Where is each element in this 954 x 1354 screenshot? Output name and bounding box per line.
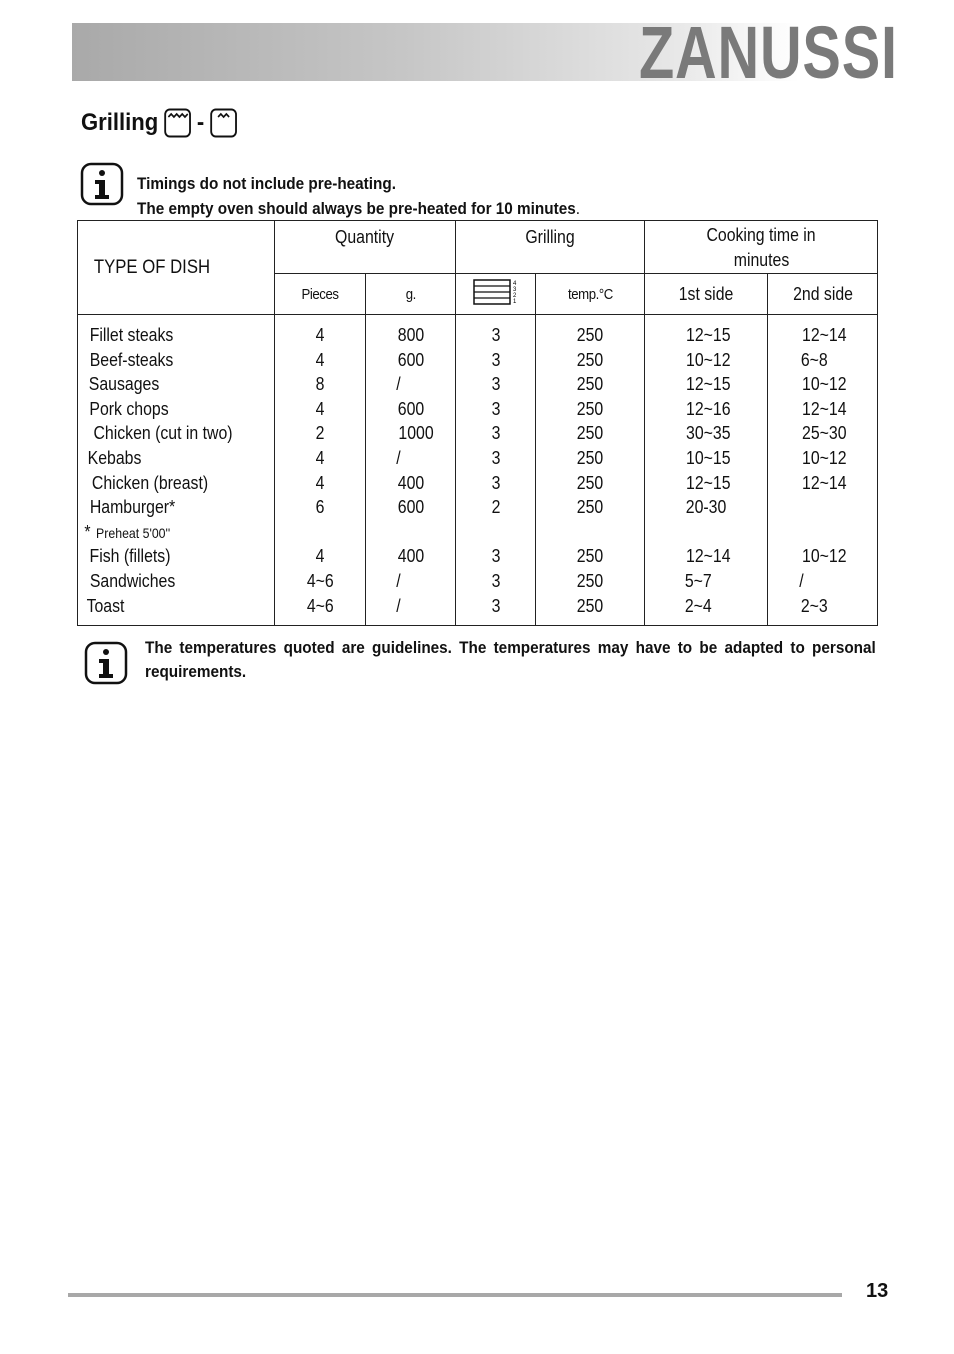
table-cell-side2: 12~14 [802, 325, 847, 345]
table-cell-temp: 250 [576, 472, 604, 493]
table-cell-grams: 400 [397, 546, 425, 567]
column-grams [366, 315, 456, 626]
table-cell-pieces: 4 [315, 447, 325, 468]
header-temp: temp.°C [536, 274, 645, 315]
table-cell-grams: / [396, 447, 401, 468]
column-pieces [275, 315, 366, 626]
column-first-side [645, 315, 768, 626]
table-cell-side1: 12~14 [686, 546, 731, 567]
table-cell-dish: Chicken (cut in two) [93, 423, 233, 444]
table-cell-side2: 12~14 [802, 472, 847, 493]
table-cell-side2: 10~12 [802, 546, 847, 567]
info-icon [84, 641, 128, 685]
table-cell-shelf: 2 [491, 497, 500, 518]
header-first-side: 1st side [645, 274, 768, 315]
table-cell-grams: 400 [397, 472, 425, 493]
table-cell-shelf: 3 [491, 325, 500, 345]
table-cell-side2: / [799, 570, 804, 591]
preheat-note: Preheat 5'00'' [96, 524, 171, 541]
header-cooking-time: Cooking time in minutes [645, 221, 878, 274]
table-cell-temp: 250 [576, 349, 604, 370]
table-cell-dish: Fish (fillets) [89, 546, 171, 567]
table-cell-shelf: 3 [491, 472, 500, 493]
table-cell-dish: * Preheat 5'00'' [84, 520, 274, 545]
table-cell-shelf: 3 [491, 447, 500, 468]
info-icon [80, 162, 124, 206]
table-cell-side1: 20-30 [685, 497, 727, 518]
table-cell-dish: Sandwiches [89, 570, 176, 591]
table-cell-side1: 2~4 [684, 595, 712, 616]
table-cell-temp: 250 [576, 423, 604, 444]
table-cell-shelf: 3 [491, 595, 500, 616]
table-cell-temp [536, 520, 644, 545]
table-cell-pieces: 4~6 [306, 570, 334, 591]
note-line-1: Timings do not include pre-heating. [137, 174, 396, 193]
table-cell-temp: 250 [576, 374, 604, 395]
table-cell-side1: 12~15 [686, 325, 731, 345]
column-temp [536, 315, 645, 626]
table-cell-pieces: 8 [315, 374, 325, 395]
table-cell-pieces: 4 [315, 325, 325, 345]
table-cell-temp: 250 [576, 570, 604, 591]
table-cell-side2: 10~12 [802, 447, 847, 468]
table-cell-pieces: 4~6 [306, 595, 334, 616]
table-cell-grams: 800 [397, 325, 425, 345]
table-cell-temp: 250 [576, 497, 604, 518]
table-cell-pieces: 6 [315, 497, 325, 518]
table-cell-dish: Kebabs [87, 447, 142, 468]
grilling-table [77, 220, 878, 626]
table-cell-side1: 12~15 [686, 472, 731, 493]
table-cell-shelf: 3 [491, 374, 500, 395]
table-cell-temp: 250 [576, 546, 604, 567]
header-shelf-level [456, 274, 536, 315]
table-cell-grams: / [396, 595, 401, 616]
table-cell-dish: Pork chops [89, 398, 169, 419]
table-cell-side2 [799, 495, 877, 520]
header-quantity: Quantity [275, 221, 456, 274]
section-title-text: Grilling [81, 109, 159, 136]
column-second-side [768, 315, 878, 626]
column-dish [78, 315, 275, 626]
table-cell-temp: 250 [576, 447, 604, 468]
grill-full-icon [164, 108, 192, 138]
table-cell-pieces: 4 [315, 472, 325, 493]
table-cell-dish: Fillet steaks [89, 325, 174, 345]
table-cell-side1: 12~15 [686, 374, 731, 395]
shelf-levels-icon [472, 277, 520, 307]
table-cell-side2: 6~8 [800, 349, 828, 370]
footer-rule [68, 1293, 842, 1297]
table-cell-temp: 250 [576, 325, 604, 345]
table-cell-pieces: 4 [315, 546, 325, 567]
table-cell-grams: 600 [397, 497, 425, 518]
table-cell-temp: 250 [576, 398, 604, 419]
table-cell-side2: 2~3 [800, 595, 828, 616]
table-cell-grams [396, 520, 455, 545]
zanussi-logo: ZANUSSI [639, 11, 898, 94]
note-line-2: The empty oven should always be pre-heated for 10 minutes. [137, 199, 580, 218]
note-preheat [137, 171, 580, 221]
table-cell-dish: Sausages [88, 374, 160, 395]
table-cell-side2: 10~12 [802, 374, 847, 395]
table-cell-dish: Beef-steaks [89, 349, 174, 370]
table-cell-side2: 25~30 [802, 423, 847, 444]
table-cell-grams: / [396, 570, 401, 591]
table-cell-temp: 250 [576, 595, 604, 616]
table-cell-shelf [456, 520, 535, 545]
table-cell-pieces [275, 520, 365, 545]
table-cell-pieces: 4 [315, 398, 325, 419]
table-cell-shelf: 3 [491, 546, 500, 567]
section-title [81, 105, 237, 141]
header-grams: g. [366, 274, 456, 315]
header-second-side: 2nd side [768, 274, 878, 315]
table-cell-dish: Hamburger* [89, 497, 176, 518]
table-cell-side2: 12~14 [802, 398, 847, 419]
column-shelf [456, 315, 536, 626]
header-type-of-dish: TYPE OF DISH [78, 221, 275, 315]
svg-text:3: 3 [512, 286, 516, 293]
table-cell-pieces: 2 [315, 423, 325, 444]
table-cell-side1: 5~7 [684, 570, 712, 591]
table-cell-side1: 10~15 [686, 447, 731, 468]
page-number: 13 [866, 1280, 889, 1302]
table-cell-side1: 12~16 [686, 398, 731, 419]
svg-text:2: 2 [512, 292, 516, 299]
table-cell-pieces: 4 [315, 349, 325, 370]
table-cell-side1: 10~12 [686, 349, 731, 370]
table-cell-dish: Toast [86, 595, 125, 616]
header-pieces: Pieces [275, 274, 366, 315]
table-cell-shelf: 3 [491, 423, 500, 444]
table-cell-side1 [683, 520, 767, 545]
table-cell-shelf: 3 [491, 398, 500, 419]
svg-text:4: 4 [512, 280, 516, 287]
table-cell-grams: / [396, 374, 401, 395]
svg-text:1: 1 [512, 298, 516, 305]
table-cell-shelf: 3 [491, 570, 500, 591]
note-temperatures: The temperatures quoted are guidelines. The temperatures may have to be adapted to personal requirements. [145, 638, 876, 681]
table-cell-shelf: 3 [491, 349, 500, 370]
grill-half-icon [210, 108, 238, 138]
title-separator: - [196, 109, 205, 136]
table-cell-side1: 30~35 [686, 423, 731, 444]
table-cell-grams: 600 [397, 398, 425, 419]
table-cell-grams: 1000 [398, 423, 434, 444]
table-cell-grams: 600 [397, 349, 425, 370]
table-cell-dish: Chicken (breast) [91, 472, 209, 493]
table-cell-side2 [799, 520, 877, 545]
header-grilling: Grilling [456, 221, 645, 274]
